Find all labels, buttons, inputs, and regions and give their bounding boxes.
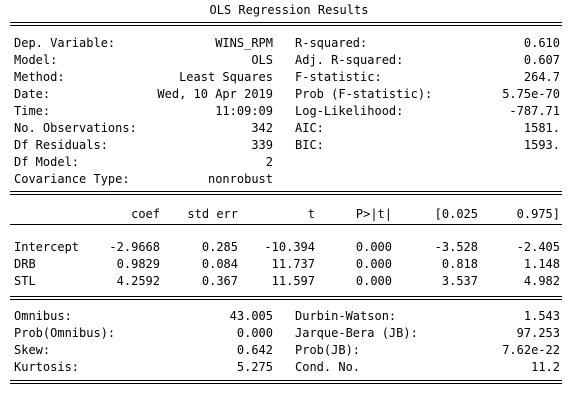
cell-t: -10.394 (264, 240, 315, 254)
summary-bottom-rule (10, 191, 562, 192)
summary-left-label: Df Model: (14, 155, 80, 169)
cell-coef: 0.9829 (116, 257, 160, 271)
summary-left-label: Method: (14, 70, 65, 84)
summary-right-label: Prob (F-statistic): (295, 87, 433, 101)
cell-t: 11.597 (271, 274, 315, 288)
top-double-rule (10, 22, 562, 23)
summary-left-value: 342 (251, 121, 273, 135)
column-header-p-value: P>|t| (355, 207, 392, 221)
summary-left-value: WINS_RPM (215, 36, 273, 50)
summary-right-value: 1581. (523, 121, 560, 135)
column-header-std-err: std err (187, 207, 238, 221)
diagnostic-value: 0.000 (236, 326, 273, 340)
cell-ci-lower: 3.537 (441, 274, 478, 288)
cell-ci-upper: 4.982 (523, 274, 560, 288)
diagnostic-value: 1.543 (523, 309, 560, 323)
summary-left-label: No. Observations: (14, 121, 137, 135)
summary-left-value: 11:09:09 (215, 104, 273, 118)
summary-left-label: Time: (14, 104, 51, 118)
summary-right-label: R-squared: (295, 36, 368, 50)
cell-ci-upper: 1.148 (523, 257, 560, 271)
diagnostic-value: 97.253 (516, 326, 560, 340)
summary-left-value: Wed, 10 Apr 2019 (157, 87, 273, 101)
diagnostic-label: Durbin-Watson: (295, 309, 397, 323)
diagnostic-label: Kurtosis: (14, 360, 80, 374)
cell-ci-upper: -2.405 (516, 240, 560, 254)
cell-p-value: 0.000 (355, 257, 392, 271)
diagnostic-label: Omnibus: (14, 309, 72, 323)
diagnostic-label: Prob(Omnibus): (14, 326, 116, 340)
summary-left-label: Date: (14, 87, 51, 101)
column-header-ci-lower: [0.025 (434, 207, 478, 221)
diagnostic-value: 43.005 (229, 309, 273, 323)
summary-right-value: 5.75e-70 (502, 87, 560, 101)
summary-right-label: AIC: (295, 121, 324, 135)
coef-bottom-rule-2 (10, 299, 562, 300)
summary-right-label: F-statistic: (295, 70, 382, 84)
summary-bottom-rule-2 (10, 194, 562, 195)
cell-p-value: 0.000 (355, 274, 392, 288)
bottom-double-rule-2 (10, 383, 562, 384)
diagnostic-value: 11.2 (531, 360, 560, 374)
diagnostic-label: Prob(JB): (295, 343, 361, 357)
cell-std-err: 0.367 (201, 274, 238, 288)
summary-left-value: OLS (251, 53, 273, 67)
cell-t: 11.737 (271, 257, 315, 271)
summary-left-label: Dep. Variable: (14, 36, 116, 50)
summary-right-value: 264.7 (523, 70, 560, 84)
row-variable-name: DRB (14, 257, 36, 271)
column-header-t: t (307, 207, 315, 221)
coef-bottom-rule (10, 296, 562, 297)
diagnostic-value: 5.275 (236, 360, 273, 374)
bottom-double-rule (10, 380, 562, 381)
summary-left-label: Model: (14, 53, 58, 67)
cell-std-err: 0.285 (201, 240, 238, 254)
cell-coef: 4.2592 (116, 274, 160, 288)
summary-left-value: Least Squares (179, 70, 273, 84)
cell-p-value: 0.000 (355, 240, 392, 254)
cell-std-err: 0.084 (201, 257, 238, 271)
diagnostic-label: Skew: (14, 343, 51, 357)
summary-left-label: Df Residuals: (14, 138, 108, 152)
column-header-ci-upper: 0.975] (516, 207, 560, 221)
diagnostic-value: 0.642 (236, 343, 273, 357)
diagnostic-label: Jarque-Bera (JB): (295, 326, 418, 340)
summary-left-value: 339 (251, 138, 273, 152)
diagnostic-value: 7.62e-22 (502, 343, 560, 357)
row-variable-name: Intercept (14, 240, 80, 254)
cell-coef: -2.9668 (109, 240, 160, 254)
cell-ci-lower: 0.818 (441, 257, 478, 271)
summary-left-value: nonrobust (207, 172, 273, 186)
column-header-coef: coef (131, 207, 160, 221)
row-variable-name: STL (14, 274, 36, 288)
summary-left-value: 2 (265, 155, 273, 169)
summary-right-label: Log-Likelihood: (295, 104, 404, 118)
summary-right-value: 0.607 (523, 53, 560, 67)
summary-right-value: -787.71 (509, 104, 560, 118)
coef-header-rule (10, 224, 562, 225)
summary-right-label: Adj. R-squared: (295, 53, 404, 67)
summary-right-label: BIC: (295, 138, 324, 152)
summary-right-value: 0.610 (523, 36, 560, 50)
cell-ci-lower: -3.528 (434, 240, 478, 254)
summary-left-label: Covariance Type: (14, 172, 130, 186)
summary-right-value: 1593. (523, 138, 560, 152)
top-double-rule-2 (10, 25, 562, 26)
diagnostic-label: Cond. No. (295, 360, 361, 374)
results-title: OLS Regression Results (209, 3, 369, 17)
